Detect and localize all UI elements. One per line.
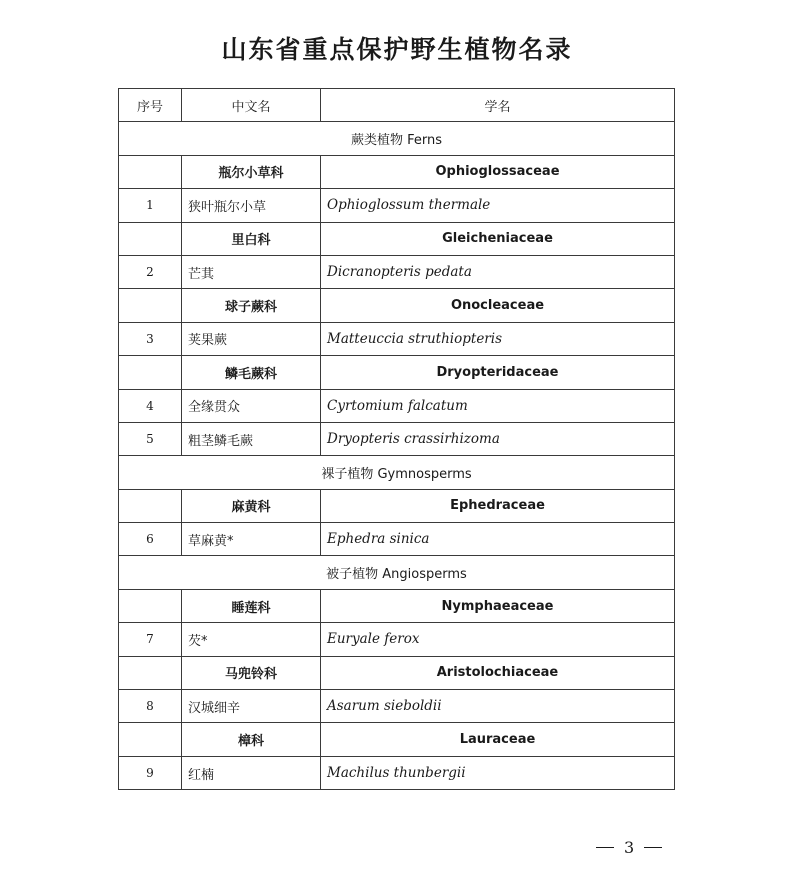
section-label: 裸子植物 Gymnosperms	[119, 456, 675, 489]
species-chinese-name: 全缘贯众	[182, 389, 321, 422]
section-label: 被子植物 Angiosperms	[119, 556, 675, 589]
family-chinese-name: 里白科	[182, 222, 321, 255]
page-dash-right	[644, 847, 662, 848]
species-chinese-name: 荚果蕨	[182, 322, 321, 355]
family-chinese-name: 马兜铃科	[182, 656, 321, 689]
species-scientific-name: Machilus thunbergii	[321, 756, 675, 789]
species-row	[119, 756, 675, 789]
family-latin-name: Ephedraceae	[321, 489, 675, 522]
species-scientific-name: Asarum sieboldii	[321, 690, 675, 723]
family-row	[119, 489, 675, 522]
plant-catalog-table	[118, 88, 675, 790]
species-row	[119, 623, 675, 656]
family-num-cell	[119, 222, 182, 255]
family-num-cell	[119, 489, 182, 522]
family-num-cell	[119, 589, 182, 622]
section-row-gymnosperms	[119, 456, 675, 489]
species-row	[119, 523, 675, 556]
species-row	[119, 422, 675, 455]
species-number: 8	[119, 690, 182, 723]
species-number: 2	[119, 255, 182, 288]
family-num-cell	[119, 723, 182, 756]
species-scientific-name: Ophioglossum thermale	[321, 189, 675, 222]
species-number: 9	[119, 756, 182, 789]
species-number: 6	[119, 523, 182, 556]
species-chinese-name: 粗茎鳞毛蕨	[182, 422, 321, 455]
family-latin-name: Dryopteridaceae	[321, 356, 675, 389]
family-num-cell	[119, 656, 182, 689]
family-latin-name: Aristolochiaceae	[321, 656, 675, 689]
family-chinese-name: 樟科	[182, 723, 321, 756]
family-num-cell	[119, 289, 182, 322]
family-latin-name: Gleicheniaceae	[321, 222, 675, 255]
family-row	[119, 656, 675, 689]
family-chinese-name: 睡莲科	[182, 589, 321, 622]
table-header-row	[119, 89, 675, 122]
species-chinese-name: 狭叶瓶尔小草	[182, 189, 321, 222]
species-number: 1	[119, 189, 182, 222]
section-label: 蕨类植物 Ferns	[119, 122, 675, 155]
family-row	[119, 356, 675, 389]
family-row	[119, 289, 675, 322]
family-row	[119, 723, 675, 756]
family-latin-name: Onocleaceae	[321, 289, 675, 322]
species-row	[119, 690, 675, 723]
species-row	[119, 189, 675, 222]
page-number-value: 3	[624, 838, 635, 857]
species-number: 5	[119, 422, 182, 455]
species-chinese-name: 芡*	[182, 623, 321, 656]
page-dash-left	[596, 847, 614, 848]
species-chinese-name: 草麻黄*	[182, 523, 321, 556]
header-number: 序号	[119, 89, 182, 122]
family-chinese-name: 麻黄科	[182, 489, 321, 522]
species-chinese-name: 红楠	[182, 756, 321, 789]
species-scientific-name: Cyrtomium falcatum	[321, 389, 675, 422]
species-number: 7	[119, 623, 182, 656]
family-row	[119, 155, 675, 188]
family-num-cell	[119, 155, 182, 188]
family-latin-name: Lauraceae	[321, 723, 675, 756]
family-chinese-name: 鳞毛蕨科	[182, 356, 321, 389]
species-number: 3	[119, 322, 182, 355]
species-number: 4	[119, 389, 182, 422]
section-row-angiosperms	[119, 556, 675, 589]
species-chinese-name: 汉城细辛	[182, 690, 321, 723]
species-scientific-name: Dicranopteris pedata	[321, 255, 675, 288]
page-number	[596, 838, 662, 857]
page-title: 山东省重点保护野生植物名录	[221, 35, 573, 64]
family-row	[119, 222, 675, 255]
species-row	[119, 322, 675, 355]
species-row	[119, 389, 675, 422]
species-chinese-name: 芒萁	[182, 255, 321, 288]
family-latin-name: Nymphaeaceae	[321, 589, 675, 622]
family-chinese-name: 瓶尔小草科	[182, 155, 321, 188]
species-row	[119, 255, 675, 288]
species-scientific-name: Dryopteris crassirhizoma	[321, 422, 675, 455]
species-scientific-name: Euryale ferox	[321, 623, 675, 656]
header-scientific-name: 学名	[321, 89, 675, 122]
family-chinese-name: 球子蕨科	[182, 289, 321, 322]
family-latin-name: Ophioglossaceae	[321, 155, 675, 188]
family-row	[119, 589, 675, 622]
species-scientific-name: Matteuccia struthiopteris	[321, 322, 675, 355]
section-row-ferns	[119, 122, 675, 155]
family-num-cell	[119, 356, 182, 389]
header-chinese-name: 中文名	[182, 89, 321, 122]
species-scientific-name: Ephedra sinica	[321, 523, 675, 556]
